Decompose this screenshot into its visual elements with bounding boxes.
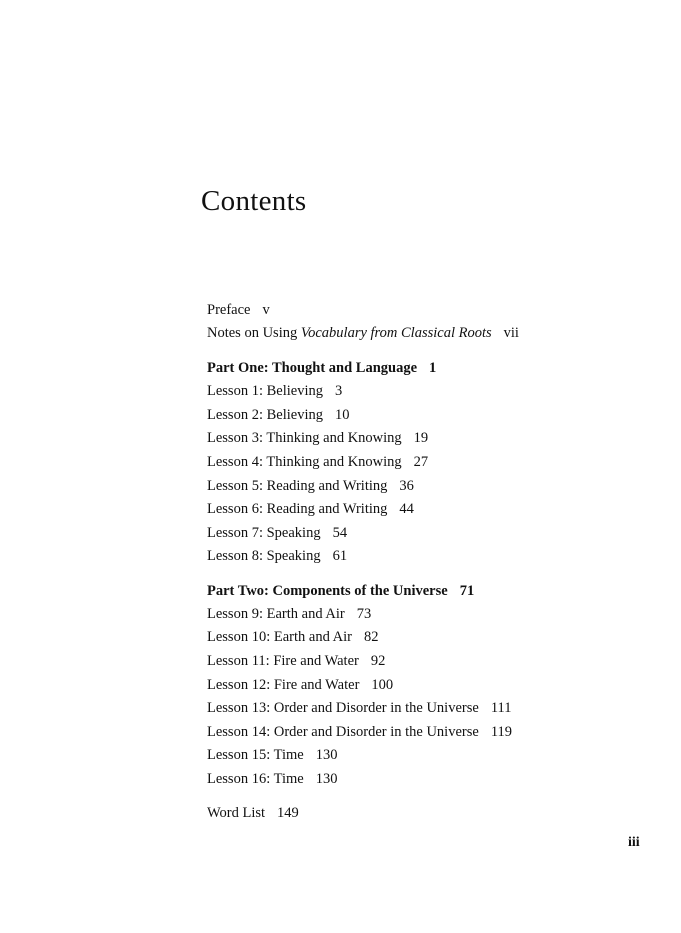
- toc-lesson-page: 19: [413, 430, 429, 446]
- toc-lesson-label: Lesson 6: Reading and Writing: [207, 501, 388, 517]
- book-title: Vocabulary from Classical Roots: [300, 325, 492, 341]
- toc-part-label: Part Two: Components of the Universe: [207, 583, 448, 599]
- toc-lesson: [207, 604, 371, 624]
- toc-lesson-page: 111: [490, 700, 512, 716]
- toc-entry-word-list: [207, 803, 299, 823]
- toc-lesson: [207, 546, 347, 566]
- toc-lesson-page: 130: [315, 771, 338, 787]
- toc-lesson-page: 36: [399, 478, 414, 494]
- toc-entry-page: v: [262, 302, 270, 318]
- toc-lesson: [207, 651, 385, 671]
- toc-part-page: 1: [429, 360, 437, 376]
- toc-lesson-page: 27: [413, 454, 429, 470]
- toc-lesson-page: 100: [371, 677, 394, 693]
- toc-lesson: [207, 627, 378, 647]
- toc-part-label: Part One: Thought and Language: [207, 360, 418, 376]
- toc-lesson-label: Lesson 13: Order and Disorder in the Universe: [207, 700, 479, 716]
- toc-entry-page: vii: [503, 325, 519, 341]
- toc-lesson-page: 54: [332, 525, 348, 541]
- toc-lesson: [207, 722, 512, 742]
- toc-lesson-page: 10: [335, 407, 350, 423]
- toc-lesson: [207, 452, 428, 472]
- toc-lesson-label: Lesson 3: Thinking and Knowing: [207, 430, 402, 446]
- toc-lesson: [207, 675, 393, 695]
- toc-lesson: [207, 476, 414, 496]
- toc-lesson-label: Lesson 16: Time: [207, 771, 304, 787]
- toc-entry-preface: [207, 300, 270, 320]
- toc-lesson-label: Lesson 10: Earth and Air: [207, 629, 352, 645]
- toc-entry-page: 149: [277, 805, 299, 821]
- toc-lesson: [207, 428, 428, 448]
- toc-entry-label: Notes on Using: [207, 325, 301, 341]
- toc-part-heading: [207, 358, 436, 378]
- toc-lesson-label: Lesson 14: Order and Disorder in the Universe: [207, 724, 479, 740]
- toc-lesson-page: 73: [356, 606, 372, 622]
- toc-lesson: [207, 698, 512, 718]
- toc-lesson-label: Lesson 2: Believing: [207, 407, 323, 423]
- toc-lesson-page: 44: [399, 501, 414, 517]
- toc-lesson-label: Lesson 5: Reading and Writing: [207, 478, 388, 494]
- toc-lesson: [207, 499, 414, 519]
- toc-lesson: [207, 523, 347, 543]
- toc-lesson-page: 61: [332, 548, 348, 564]
- toc-lesson-label: Lesson 15: Time: [207, 747, 304, 763]
- toc-lesson-page: 3: [335, 383, 343, 399]
- toc-part-page: 71: [459, 583, 475, 599]
- toc-part-heading: [207, 581, 474, 601]
- toc-entry-notes: [207, 323, 519, 343]
- toc-lesson-label: Lesson 11: Fire and Water: [207, 653, 359, 669]
- page-title: Contents: [201, 185, 307, 217]
- toc-lesson-page: 82: [363, 629, 379, 645]
- toc-lesson-label: Lesson 12: Fire and Water: [207, 677, 360, 693]
- page-number: iii: [628, 835, 640, 850]
- toc-lesson-page: 119: [490, 724, 513, 740]
- toc-lesson: [207, 405, 350, 425]
- toc-lesson: [207, 745, 337, 765]
- toc-lesson-label: Lesson 9: Earth and Air: [207, 606, 345, 622]
- toc-lesson-label: Lesson 8: Speaking: [207, 548, 321, 564]
- toc-lesson-label: Lesson 4: Thinking and Knowing: [207, 454, 402, 470]
- toc-lesson: [207, 381, 342, 401]
- toc-entry-label: Preface: [207, 302, 251, 318]
- toc-lesson-page: 92: [370, 653, 386, 669]
- toc-entry-label: Word List: [207, 805, 266, 821]
- toc-lesson-label: Lesson 1: Believing: [207, 383, 323, 399]
- toc-lesson-page: 130: [315, 747, 338, 763]
- toc-lesson: [207, 769, 337, 789]
- toc-lesson-label: Lesson 7: Speaking: [207, 525, 321, 541]
